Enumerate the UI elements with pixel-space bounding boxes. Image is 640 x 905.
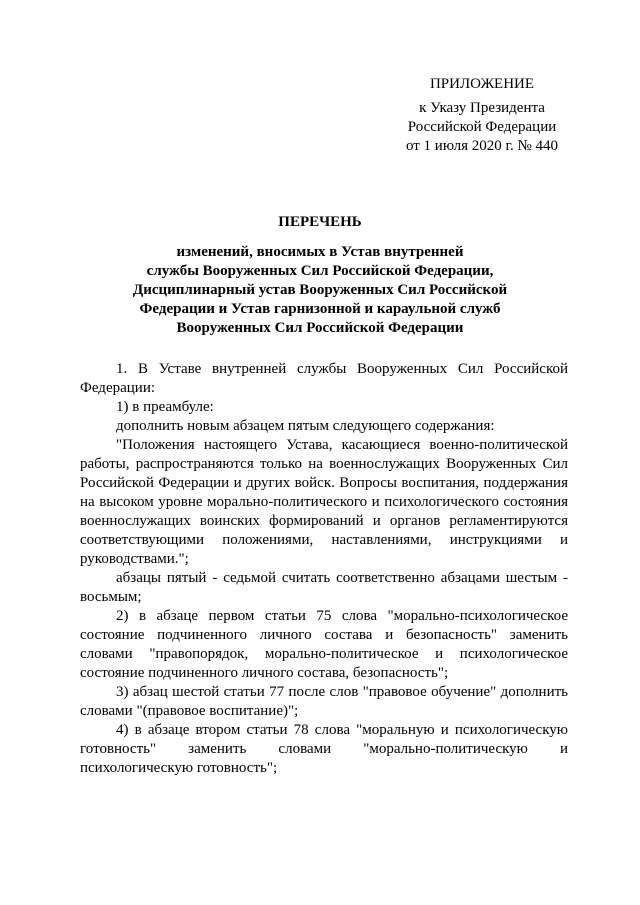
document-body [80,360,568,778]
paragraph: абзацы пятый - седьмой считать соответственно абзацами шестым - восьмым; [80,570,568,605]
heading-line: Федерации и Устав гарнизонной и караульной служб [139,301,501,317]
paragraph: 4) в абзаце втором статьи 78 слова "моральную и психологическую готовность" заменить словами "морально-политическую и психологическую готовность"; [80,722,568,776]
document-heading [80,213,560,338]
paragraph: 1. В Уставе внутренней службы Вооруженных Сил Российской Федерации: [80,361,568,396]
paragraph: 1) в преамбуле: [116,399,214,415]
heading-line: изменений, вносимых в Устав внутренней [176,244,464,260]
appendix-block [372,75,592,156]
heading-title: ПЕРЕЧЕНЬ [278,214,362,230]
appendix-title: ПРИЛОЖЕНИЕ [429,76,535,92]
appendix-line: Российской Федерации [407,119,557,135]
paragraph: 2) в абзаце первом статьи 75 слова "морально-психологическое состояние подчиненного личного состава и безопасность" заменить словами "правопорядок, морально-политическое и психологическое состояние подчиненного личного состава, безопасность"; [80,608,568,681]
paragraph: дополнить новым абзацем пятым следующего содержания: [116,418,495,434]
appendix-line: от 1 июля 2020 г. № 440 [405,138,559,154]
paragraph: "Положения настоящего Устава, касающиеся военно-политической работы, распространяются только на военнослужащих Вооруженных Сил Российской Федерации и других войск. Вопросы воспитания, поддержания на высоком уровне морально-политического и психологического состояния военнослужащих воинских формирований и органов регламентируются соответствующими положениями, наставлениями, инструкциями и руководствами."; [80,437,568,567]
heading-line: Дисциплинарный устав Вооруженных Сил Российской [132,282,508,298]
heading-line: Вооруженных Сил Российской Федерации [176,320,464,336]
appendix-line: к Указу Президента [419,100,545,116]
paragraph: 3) абзац шестой статьи 77 после слов "правовое обучение" дополнить словами "(правовое воспитание)"; [80,684,568,719]
heading-line: службы Вооруженных Сил Российской Федерации, [146,263,494,279]
